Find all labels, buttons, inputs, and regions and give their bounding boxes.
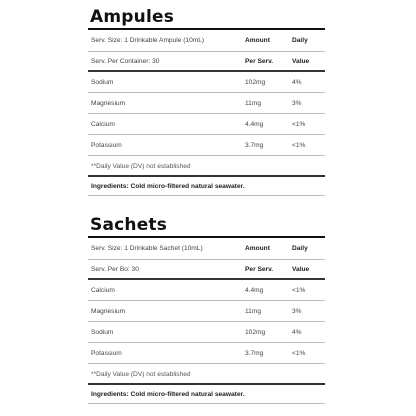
nutrient-name: Calcium [91,286,115,294]
section-title: Ampules [90,7,175,27]
nutrient-daily-value: 4% [292,328,302,336]
nutrient-row [88,343,325,364]
servings-per-container: Serv. Per Bo: 30 [91,265,139,273]
amount-header: Amount [245,245,270,252]
servings-per-row [88,260,325,280]
nutrient-daily-value: 4% [292,78,302,86]
ingredients-text: Ingredients: Cold micro-filtered natural seawater. [88,385,325,404]
nutrient-name: Magnesium [91,99,126,107]
section-title: Sachets [90,215,168,235]
daily-value-note: **Daily Value (DV) not established [88,364,325,385]
serving-size: Serv. Size: 1 Drinkable Sachet (10mL) [91,245,203,252]
nutrient-row [88,322,325,343]
nutrient-row [88,114,325,135]
nutrient-row [88,93,325,114]
serving-size: Serv. Size: 1 Drinkable Ampule (10mL) [91,37,205,44]
nutrient-amount: 3.7mg [245,141,264,149]
servings-per-container: Serv. Per Container: 30 [91,57,160,65]
nutrient-name: Calcium [91,120,115,128]
nutrient-amount: 102mg [245,78,266,86]
nutrient-amount: 4.4mg [245,120,264,128]
nutrient-daily-value: 3% [292,307,302,315]
serving-size-row [88,238,325,260]
daily-value-note: **Daily Value (DV) not established [88,156,325,177]
serving-size-row [88,30,325,52]
daily-header: Daily [292,245,308,252]
nutrient-daily-value: <1% [292,120,306,128]
nutrient-daily-value: <1% [292,286,306,294]
nutrient-name: Sodium [91,328,114,336]
nutrient-name: Potassium [91,349,122,357]
servings-per-row [88,52,325,72]
nutrient-amount: 4.4mg [245,286,264,294]
per-serving-header: Per Serv. [245,57,274,65]
nutrient-name: Magnesium [91,307,126,315]
nutrient-name: Potassium [91,141,122,149]
nutrient-daily-value: <1% [292,141,306,149]
daily-header: Daily [292,37,308,44]
nutrient-row [88,72,325,93]
nutrient-amount: 11mg [245,99,262,107]
nutrient-row [88,280,325,301]
nutrient-row [88,301,325,322]
ingredients-text: Ingredients: Cold micro-filtered natural seawater. [88,177,325,196]
nutrient-amount: 3.7mg [245,349,264,357]
amount-header: Amount [245,37,270,44]
nutrient-daily-value: <1% [292,349,306,357]
ampules-facts-panel [88,6,325,196]
sachets-facts-panel [88,214,325,404]
nutrient-amount: 11mg [245,307,262,315]
per-serving-header: Per Serv. [245,265,274,273]
value-header: Value [292,265,310,273]
value-header: Value [292,57,310,65]
nutrient-daily-value: 3% [292,99,302,107]
nutrient-name: Sodium [91,78,114,86]
nutrient-amount: 102mg [245,328,266,336]
nutrient-row [88,135,325,156]
